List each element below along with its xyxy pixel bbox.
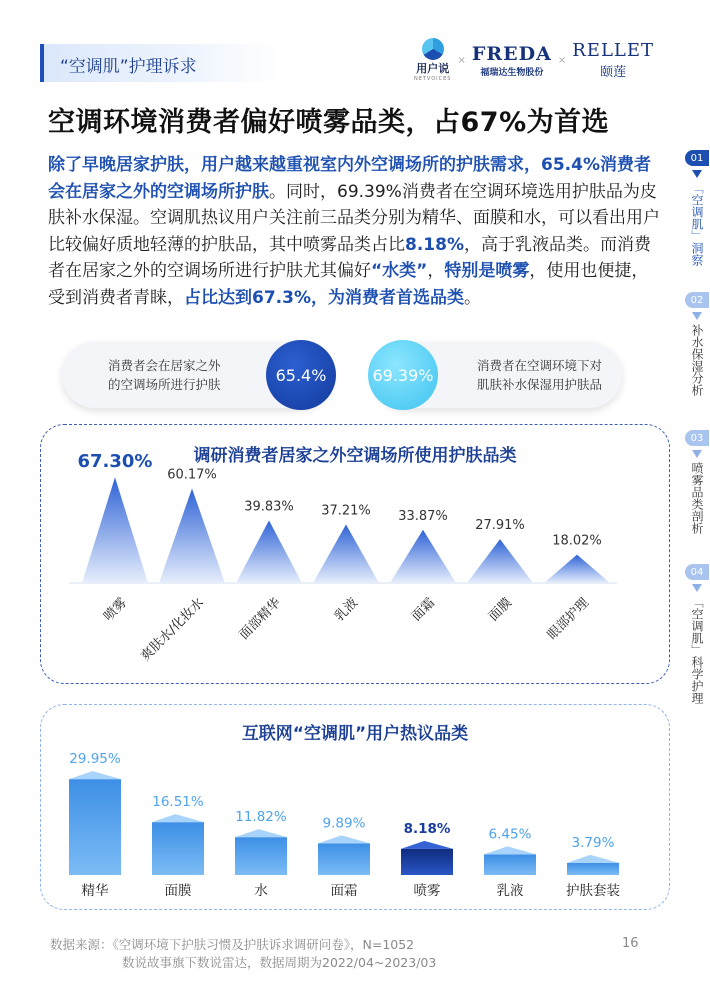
chart-bar-cap	[567, 855, 619, 863]
data-label: 18.02%	[552, 533, 602, 549]
stat-value-circle: 69.39%	[368, 340, 438, 410]
body-text-4: ，高于乳液品类。而消费者在居家之外的空调场所进行护肤尤其偏好	[48, 234, 651, 281]
chart-bar-cap	[318, 835, 370, 843]
data-label: 6.45%	[488, 826, 532, 843]
chart-bar-cap	[152, 814, 204, 822]
body-highlight-7: 特别是喷雾	[444, 261, 530, 281]
body-text-10: 。	[463, 287, 481, 308]
chart-bar	[152, 822, 204, 875]
body-highlight-1: 除了早晚居家护肤，用户越来越重视室内外空调场所的护肤需求，65.4%消费者会在居家之外的空调场所护肤	[48, 155, 651, 202]
section-tag	[40, 44, 280, 82]
category-label: 面霜	[409, 595, 439, 625]
side-nav-number: 02	[685, 292, 709, 308]
logo-separator: ×	[557, 54, 567, 66]
survey-category-chart	[41, 425, 671, 685]
triangle-down-icon	[692, 450, 702, 458]
source-line-2: 数说故事旗下数说雷达，数据周期为2022/04~2023/03	[122, 955, 437, 970]
chart-bar	[318, 843, 370, 875]
side-nav-label: 「空调肌」洞察	[690, 182, 704, 266]
chart-bar-cap	[235, 829, 287, 837]
body-highlight-5: “水类”	[371, 261, 428, 281]
stat-value-circle: 65.4%	[266, 340, 336, 410]
source-line-1: 数据来源：《空调环境下护肤习惯及护肤诉求调研问卷》，N=1052	[50, 937, 415, 952]
freda-name: FREDA	[471, 42, 552, 65]
netvoices-mark-icon	[422, 38, 444, 60]
data-label: 33.87%	[398, 508, 448, 524]
data-source-note	[50, 936, 436, 972]
data-label: 11.82%	[235, 809, 287, 826]
body-text-8: ，使用也便捷，受到消费者青睐，	[48, 261, 649, 308]
stat-label	[108, 356, 221, 394]
category-label: 面霜	[330, 883, 358, 899]
category-label: 喷雾	[413, 883, 441, 899]
page-number: 16	[622, 936, 639, 951]
rellet-sub: 颐莲	[600, 65, 627, 80]
stat-label-line: 肌肤补水保湿用护肤品	[476, 377, 602, 392]
side-nav-label: 「空调肌」科学护理	[690, 596, 704, 704]
chart-bar-cap	[401, 841, 453, 849]
category-label: 面膜	[164, 883, 192, 899]
chart-bar	[82, 477, 148, 583]
side-nav-item-02[interactable]	[684, 292, 710, 396]
netvoices-sub: NETVOICES	[413, 76, 452, 82]
chart-title: 调研消费者居家之外空调场所使用护肤品类	[193, 446, 517, 466]
side-nav-number: 01	[685, 150, 709, 166]
data-label: 16.51%	[152, 794, 204, 811]
data-label: 37.21%	[321, 503, 371, 519]
chart-bar	[484, 854, 536, 875]
chart-bar	[544, 555, 610, 583]
category-label: 眼部护理	[544, 595, 593, 643]
page-title: 空调环境消费者偏好喷雾品类，占67%为首选	[48, 107, 610, 138]
stat-label	[477, 356, 602, 394]
category-label: 爽肤水/化妆水	[138, 595, 208, 665]
category-label: 护肤套装	[566, 883, 620, 899]
side-nav-item-01[interactable]	[684, 150, 710, 266]
data-label: 39.83%	[244, 499, 294, 515]
online-topic-chart	[41, 705, 671, 911]
body-highlight-9: 占比达到67.3%，为消费者首选品类	[184, 287, 464, 308]
chart-bar	[235, 837, 287, 875]
chart-bar-cap	[69, 771, 121, 779]
data-label: 8.18%	[403, 820, 451, 837]
survey-chart-panel	[40, 424, 670, 684]
body-highlight-3: 8.18%	[405, 234, 464, 255]
category-label: 面膜	[486, 595, 516, 625]
side-nav-number: 04	[685, 564, 709, 580]
chart-title: 互联网“空调肌”用户热议品类	[241, 724, 469, 744]
body-text-2: 。同时，69.39%消费者在空调环境选用护肤品为皮肤补水保湿。空调肌热议用户关注前三品类分别为精华、面膜和水，可以看出用户比较偏好质地轻薄的护肤品，其中喷雾品类占比	[48, 181, 660, 255]
logo-separator: ×	[457, 54, 466, 66]
category-label: 精华	[81, 883, 109, 899]
chart-bar	[401, 849, 453, 875]
stat-label-line: 消费者在空调环境下对	[476, 358, 602, 373]
online-chart-panel	[40, 704, 670, 910]
stat-card-hydration	[374, 342, 622, 408]
section-tag-label: “空调肌”护理诉求	[60, 57, 197, 77]
data-label: 29.95%	[69, 751, 121, 768]
category-label: 面部精华	[236, 595, 285, 643]
chart-bar	[159, 488, 225, 583]
chart-bar	[313, 525, 379, 583]
data-label: 60.17%	[167, 467, 217, 483]
data-label: 27.91%	[475, 518, 525, 534]
chart-bar	[236, 520, 302, 583]
rellet-name: RELLET	[572, 40, 654, 61]
stat-label-line: 的空调场所进行护肤	[108, 377, 221, 392]
side-nav-label: 补水保湿分析	[690, 324, 704, 396]
netvoices-logo	[414, 38, 452, 82]
rellet-logo	[572, 40, 654, 80]
side-nav-label: 喷雾品类剖析	[690, 462, 704, 534]
stat-card-outside-home	[62, 342, 332, 408]
body-paragraph	[48, 152, 664, 311]
triangle-down-icon	[692, 312, 702, 320]
partner-logos	[414, 38, 654, 82]
side-nav-item-04[interactable]	[684, 564, 710, 704]
netvoices-name: 用户说	[416, 62, 450, 75]
category-label: 水	[254, 883, 268, 899]
category-label: 乳液	[332, 595, 362, 625]
chart-bar	[390, 530, 456, 583]
freda-sub: 福瑞达生物股份	[480, 67, 544, 78]
category-label: 喷雾	[101, 595, 131, 625]
category-label: 乳液	[496, 883, 524, 899]
triangle-down-icon	[692, 170, 702, 178]
chart-bar	[467, 539, 533, 583]
triangle-down-icon	[692, 584, 702, 592]
data-label: 67.30%	[77, 451, 153, 473]
freda-logo	[472, 43, 552, 78]
chart-bar-cap	[484, 846, 536, 854]
stat-label-line: 消费者会在居家之外	[108, 358, 221, 373]
data-label: 9.89%	[322, 815, 366, 832]
data-label: 3.79%	[571, 834, 615, 851]
body-text-6: ，	[427, 261, 445, 281]
chart-bar	[69, 779, 121, 875]
side-nav-item-03[interactable]	[684, 430, 710, 534]
side-nav-number: 03	[685, 430, 709, 446]
chart-bar	[567, 863, 619, 875]
